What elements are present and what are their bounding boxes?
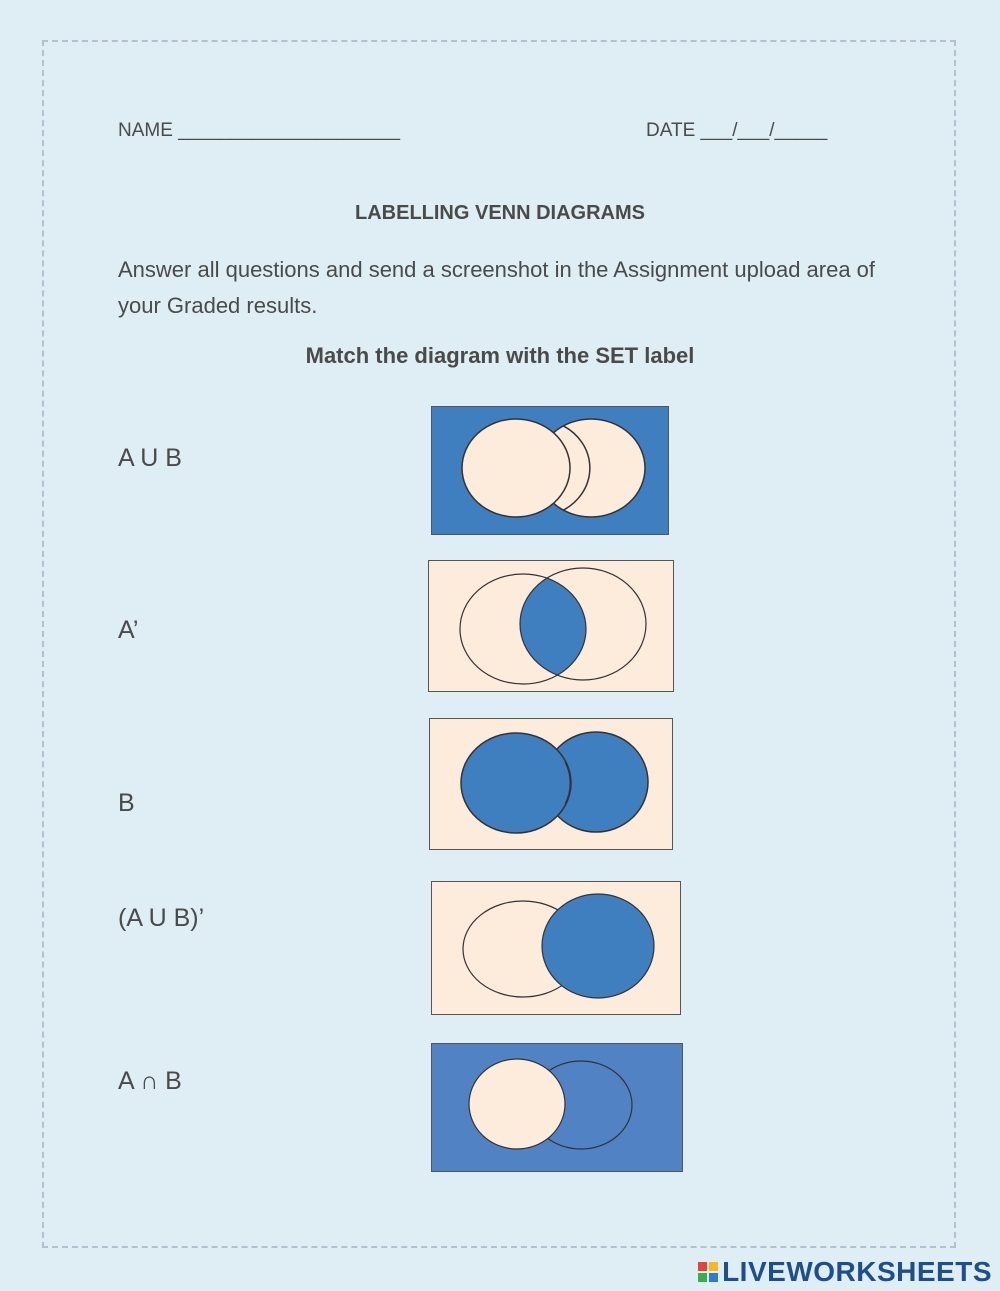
logo-square-blue — [709, 1273, 718, 1282]
venn-diagram-2 — [428, 560, 674, 692]
instructions-text: Answer all questions and send a screenshot in the Assignment upload area of your Graded results. — [118, 257, 876, 318]
logo-square-green — [698, 1273, 707, 1282]
set-label-4: (A U B)’ — [118, 904, 205, 932]
venn-circle-b — [542, 894, 654, 998]
venn-circle-a — [469, 1059, 565, 1149]
set-label-1: A U B — [118, 444, 182, 472]
set-label-2: A’ — [118, 616, 139, 644]
name-field: NAME _____________________ — [118, 120, 401, 141]
venn-circle-a — [462, 419, 570, 517]
venn-diagram-4 — [431, 881, 681, 1015]
section-subtitle: Match the diagram with the SET label — [305, 343, 695, 368]
venn-diagram-1 — [431, 406, 669, 535]
logo-square-red — [698, 1262, 707, 1271]
venn-circle-a — [461, 733, 571, 833]
liveworksheets-logo-icon — [698, 1262, 718, 1282]
worksheet-title: LABELLING VENN DIAGRAMS — [355, 202, 645, 224]
date-field: DATE ___/___/_____ — [646, 120, 828, 141]
set-label-3: B — [118, 789, 135, 817]
brand-text: LIVEWORKSHEETS — [722, 1256, 992, 1287]
venn-diagram-3 — [429, 718, 673, 850]
set-label-5: A ∩ B — [118, 1067, 182, 1095]
venn-diagram-5 — [431, 1043, 683, 1172]
liveworksheets-brand — [698, 1257, 992, 1287]
logo-square-yellow — [709, 1262, 718, 1271]
